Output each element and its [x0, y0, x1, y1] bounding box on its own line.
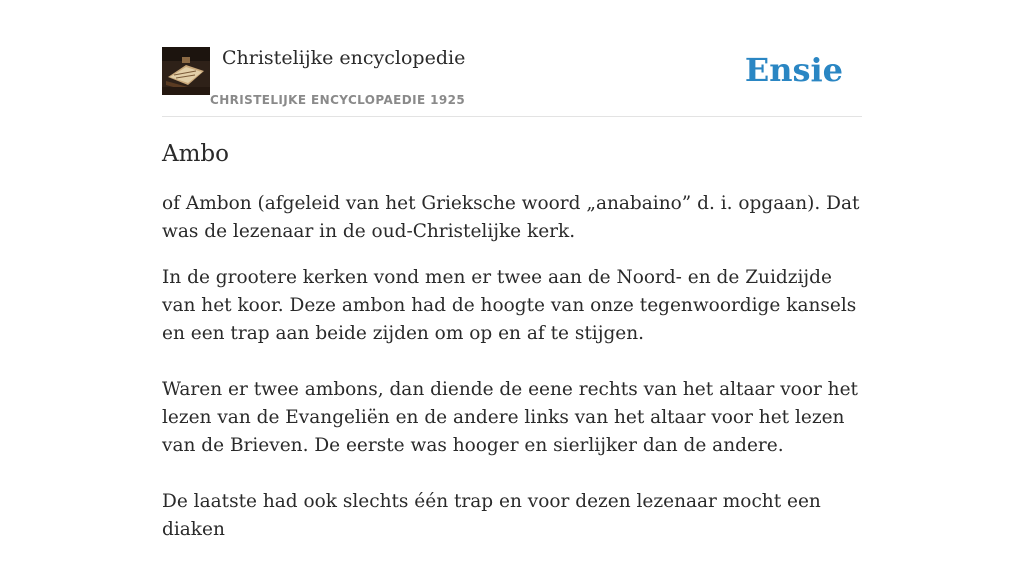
article-paragraph: De laatste had ook slechts één trap en voor dezen lezenaar mocht een diaken [162, 491, 821, 540]
article [162, 138, 864, 562]
article-paragraph: In de grootere kerken vond men er twee aan de Noord- en de Zuidzijde van het koor. Deze ambon had de hoogte van onze tegenwoordige kansels en een trap aan beide zijden om op en af te stijgen. [162, 267, 857, 344]
encyclopedia-avatar[interactable] [162, 47, 210, 95]
encyclopedia-subtitle: CHRISTELIJKE ENCYCLOPAEDIE 1925 [210, 93, 466, 107]
article-title: Ambo [162, 141, 229, 167]
article-paragraph: Waren er twee ambons, dan diende de eene rechts van het altaar voor het lezen van de Evangeliën en de andere links van het altaar voor het lezen van de Brieven. De eerste was hooger en sierlijker dan de andere. [162, 379, 858, 456]
encyclopedia-title[interactable]: Christelijke encyclopedie [222, 47, 466, 69]
ensie-logo[interactable]: Ensie [744, 51, 843, 89]
book-image-icon [162, 47, 210, 95]
header [162, 44, 862, 117]
article-paragraph: of Ambon (afgeleid van het Grieksche woord „anabaino” d. i. opgaan). Dat was de lezenaar in de oud-Christelijke kerk. [162, 193, 860, 242]
